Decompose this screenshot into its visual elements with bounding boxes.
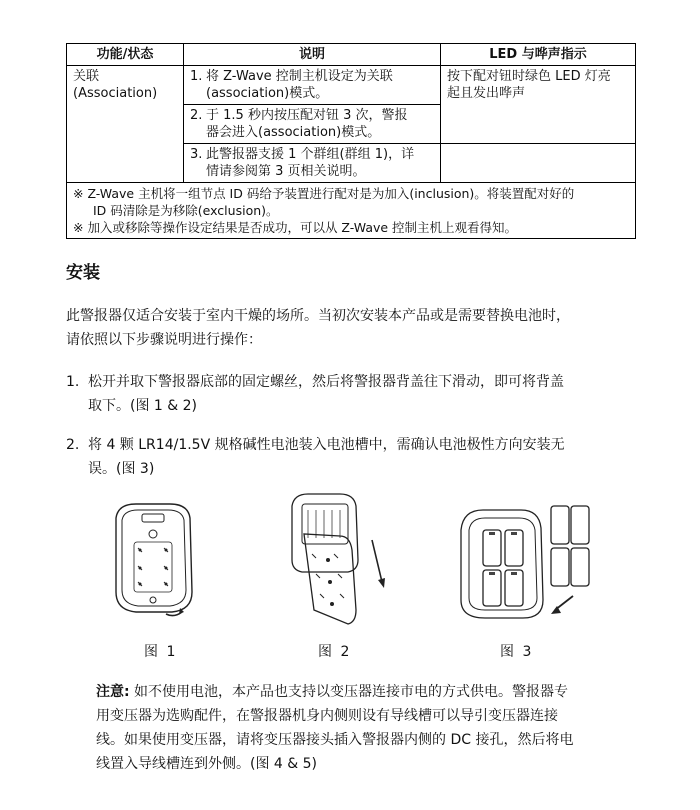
intro-line: 此警报器仅适合安装于室内干燥的场所。当初次安装本产品或是需要替换电池时， bbox=[66, 308, 570, 324]
header-function: 功能/状态 bbox=[67, 44, 184, 66]
intro-line: 请依照以下步骤说明进行操作： bbox=[66, 332, 262, 348]
led-line: 起且发出哗声 bbox=[447, 86, 526, 101]
step-number: 2. bbox=[190, 108, 203, 123]
function-cell bbox=[67, 66, 184, 183]
intro-paragraph bbox=[66, 304, 656, 352]
step-text: (association)模式。 bbox=[206, 86, 329, 101]
figure-2-label: 图 2 bbox=[318, 644, 352, 660]
function-line: (Association) bbox=[73, 86, 158, 101]
note-line-1 bbox=[96, 680, 656, 704]
step-text: 将 Z-Wave 控制主机设定为关联 bbox=[206, 69, 393, 84]
step-text: 器会进入(association)模式。 bbox=[206, 125, 381, 140]
step-cell bbox=[184, 105, 441, 144]
figure-2-cover-slide bbox=[282, 490, 392, 630]
notes-cell bbox=[67, 183, 636, 239]
note-label: 注意: bbox=[96, 684, 130, 700]
led-cell-empty bbox=[441, 144, 636, 183]
figure-1-alarm-front bbox=[108, 500, 198, 620]
table-notes-row bbox=[67, 183, 636, 239]
led-cell bbox=[441, 66, 636, 144]
table-header-row bbox=[67, 44, 636, 66]
step-line: 取下。(图 1 & 2) bbox=[88, 398, 198, 414]
step-text: 于 1.5 秒内按压配对钮 3 次，警报 bbox=[206, 108, 408, 123]
note-text: 如不使用电池，本产品也支持以变压器连接市电的方式供电。警报器专 bbox=[129, 684, 569, 700]
step-cell bbox=[184, 66, 441, 105]
note-line: ※ Z-Wave 主机将一组节点 ID 码给予装置进行配对是为加入(inclusion)。将装置配对好的 bbox=[73, 186, 575, 201]
section-title: 安装 bbox=[66, 263, 100, 283]
figure-3-battery-insert bbox=[455, 500, 595, 630]
note-line: ※ 加入或移除等操作设定结果是否成功，可以从 Z-Wave 控制主机上观看得知。 bbox=[73, 220, 518, 235]
note-line: 线。如果使用变压器，请将变压器接头插入警报器内侧的 DC 接孔，然后将电 bbox=[96, 732, 574, 748]
step-cell bbox=[184, 144, 441, 183]
step-line: 误。(图 3) bbox=[88, 461, 155, 477]
install-step-2 bbox=[66, 433, 656, 481]
step-text: 此警报器支援 1 个群组(群组 1)，详 bbox=[206, 147, 415, 162]
figure-1-label: 图 1 bbox=[144, 644, 178, 660]
step-number: 3. bbox=[190, 147, 203, 162]
header-led: LED 与哗声指示 bbox=[441, 44, 636, 66]
install-step-1 bbox=[66, 370, 656, 418]
spec-table bbox=[66, 43, 636, 239]
led-line: 按下配对钮时绿色 LED 灯亮 bbox=[447, 69, 611, 84]
step-number: 2. bbox=[66, 437, 80, 453]
step-text: 情请参阅第 3 页相关说明。 bbox=[206, 164, 366, 179]
step-line: 松开并取下警报器底部的固定螺丝，然后将警报器背盖往下滑动，即可将背盖 bbox=[88, 374, 564, 390]
step-number: 1. bbox=[66, 374, 80, 390]
note-line: 线置入导线槽连到外侧。(图 4 & 5) bbox=[96, 756, 318, 772]
note-paragraph bbox=[96, 680, 656, 776]
note-line: 用变压器为选购配件，在警报器机身内侧则设有导线槽可以导引变压器连接 bbox=[96, 708, 558, 724]
table-row bbox=[67, 66, 636, 105]
figure-3-label: 图 3 bbox=[500, 644, 534, 660]
header-description: 说明 bbox=[184, 44, 441, 66]
step-line: 将 4 颗 LR14/1.5V 规格碱性电池装入电池槽中，需确认电池极性方向安装无 bbox=[88, 437, 565, 453]
step-number: 1. bbox=[190, 69, 203, 84]
function-line: 关联 bbox=[73, 69, 100, 84]
note-line: ID 码清除是为移除(exclusion)。 bbox=[93, 203, 279, 218]
